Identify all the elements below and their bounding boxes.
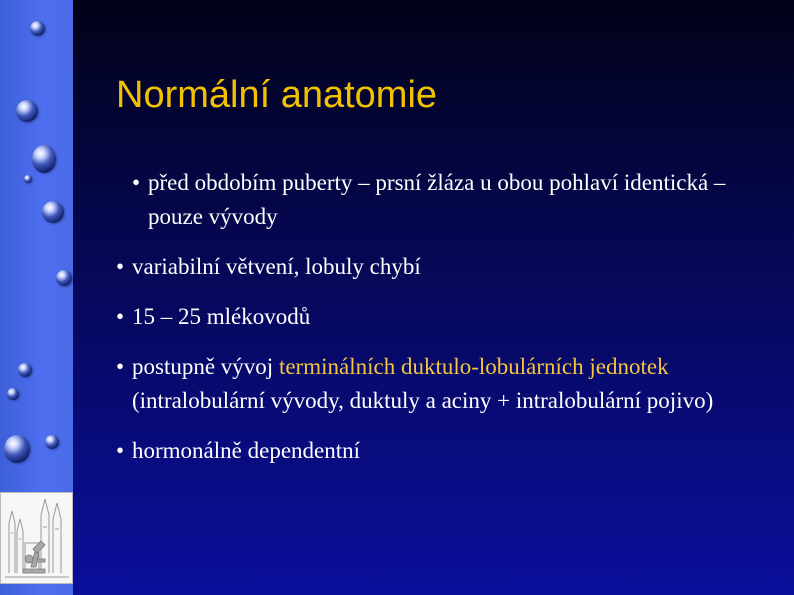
bullet-text: 15 – 25 mlékovodů (132, 304, 311, 329)
bullet-item (132, 166, 752, 234)
bullet-text: variabilní větvení, lobuly chybí (132, 254, 421, 279)
water-drop-icon (18, 363, 32, 377)
bullet-item (116, 300, 736, 334)
water-drop-icon (32, 145, 56, 173)
water-drop-icon (45, 435, 59, 449)
water-drop-icon (56, 270, 72, 286)
highlighted-term: terminálních duktulo-lobulárních jednotek (278, 354, 669, 379)
bullet-text: před obdobím puberty – prsní žláza u obou pohlaví identická – pouze vývody (148, 170, 726, 229)
bullet-text: hormonálně dependentní (132, 438, 361, 463)
bullet-icon: • (116, 304, 125, 329)
bullet-icon: • (116, 354, 125, 379)
water-drop-icon (30, 21, 45, 36)
bullet-item (116, 434, 736, 468)
water-drop-icon (4, 435, 30, 463)
bullet-item (116, 350, 736, 418)
bullet-item (116, 250, 736, 284)
faculty-logo (0, 492, 73, 584)
bullet-icon: • (132, 170, 141, 195)
slide-title: Normální anatomie (116, 74, 438, 116)
water-drop-icon (24, 175, 32, 183)
bullet-icon: • (116, 438, 125, 463)
decorative-sidebar (0, 0, 73, 595)
cathedral-microscope-icon (1, 493, 73, 584)
bullet-icon: • (116, 254, 125, 279)
water-drop-icon (7, 388, 19, 400)
bullet-text-suffix: (intralobulární vývody, duktuly a aciny + intralobulární pojivo) (132, 388, 714, 413)
bullet-list (116, 166, 752, 468)
water-drop-icon (42, 201, 64, 223)
bullet-text-prefix: postupně vývoj (132, 354, 279, 379)
water-drop-icon (16, 100, 38, 122)
